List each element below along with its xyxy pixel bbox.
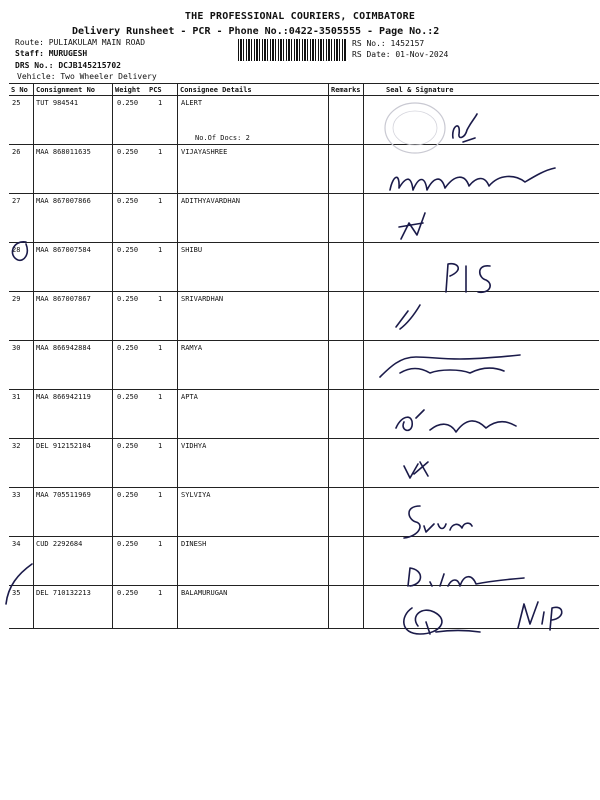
row-consignee: DINESH (181, 540, 207, 548)
row-weight: 0.250 (117, 442, 139, 450)
row-consignee: ADITHYAVARDHAN (181, 197, 241, 205)
col-line-3 (177, 83, 178, 628)
signature-image (445, 108, 485, 148)
row-sno: 29 (12, 295, 21, 303)
row-weight: 0.250 (117, 295, 139, 303)
row-consignee: RAMYA (181, 344, 203, 352)
row-consignment: MAA 705511969 (36, 491, 91, 499)
row-consignee: ALERT (181, 99, 203, 107)
signature-image (400, 560, 530, 595)
row-weight: 0.250 (117, 99, 139, 107)
staff-text: Staff: MURUGESH (15, 49, 88, 58)
row-pcs: 1 (158, 491, 163, 499)
row-consignment: MAA 867007867 (36, 295, 91, 303)
row-sno: 32 (12, 442, 21, 450)
row-divider (9, 291, 599, 292)
row-sno: 26 (12, 148, 21, 156)
row-weight: 0.250 (117, 197, 139, 205)
barcode-image (238, 39, 346, 61)
row-divider (9, 242, 599, 243)
row-consignee: SRIVARDHAN (181, 295, 224, 303)
rs-number: RS No.: 1452157 (352, 39, 425, 48)
signature-image (398, 448, 438, 488)
signature-image (395, 205, 435, 245)
row-sno: 34 (12, 540, 21, 548)
rs-date: RS Date: 01-Nov-2024 (352, 50, 449, 59)
signature-image (396, 598, 486, 642)
row-consignment: DEL 710132213 (36, 589, 91, 597)
row-consignment: DEL 912152104 (36, 442, 91, 450)
col-header-remarks: Remarks (331, 86, 361, 94)
signature-image (398, 500, 478, 545)
signature-image (390, 400, 530, 445)
signature-image (390, 295, 430, 335)
row-pcs: 1 (158, 246, 163, 254)
row-consignment: MAA 868011635 (36, 148, 91, 156)
row-pcs: 1 (158, 344, 163, 352)
row-consignment: MAA 867007584 (36, 246, 91, 254)
document-subtitle: Delivery Runsheet - PCR - Phone No.:0422-3505555 - Page No.:2 (72, 26, 440, 37)
row-pcs: 1 (158, 197, 163, 205)
row-weight: 0.250 (117, 393, 139, 401)
row-pcs: 1 (158, 589, 163, 597)
seal-stamp (380, 98, 450, 158)
row-divider (9, 340, 599, 341)
table-bottom-border (9, 628, 599, 629)
col-line-2 (112, 83, 113, 628)
row-weight: 0.250 (117, 246, 139, 254)
row-sno: 27 (12, 197, 21, 205)
row-pcs: 1 (158, 393, 163, 401)
row-consignment: MAA 867007866 (36, 197, 91, 205)
col-header-consignment: Consignment No (36, 86, 96, 94)
col-line-5 (363, 83, 364, 628)
row-consignment: CUD 2292684 (36, 540, 83, 548)
row-divider (9, 487, 599, 488)
col-header-consignee: Consignee Details (180, 86, 252, 94)
row-pcs: 1 (158, 99, 163, 107)
row-consignee: VIDHYA (181, 442, 207, 450)
col-header-weight: Weight (115, 86, 141, 94)
row-weight: 0.250 (117, 148, 139, 156)
col-header-pcs: PCS (149, 86, 162, 94)
row-note: No.Of Docs: 2 (195, 134, 250, 142)
row-weight: 0.250 (117, 491, 139, 499)
signature-image (440, 258, 500, 298)
row-consignee: APTA (181, 393, 198, 401)
row-weight: 0.250 (117, 589, 139, 597)
row-sno: 30 (12, 344, 21, 352)
row-divider (9, 536, 599, 537)
row-consignee: BALAMURUGAN (181, 589, 228, 597)
row-weight: 0.250 (117, 540, 139, 548)
row-sno: 33 (12, 491, 21, 499)
signature-image (512, 594, 572, 634)
row-sno: 28 (12, 246, 21, 254)
row-consignee: SYLVIYA (181, 491, 211, 499)
margin-mark (2, 560, 38, 610)
row-pcs: 1 (158, 148, 163, 156)
col-line-1 (33, 83, 34, 628)
row-pcs: 1 (158, 295, 163, 303)
col-header-sno: S No (11, 86, 28, 94)
col-line-4 (328, 83, 329, 628)
route-text: Route: PULIAKULAM MAIN ROAD (15, 38, 146, 47)
row-pcs: 1 (158, 442, 163, 450)
row-divider (9, 144, 599, 145)
row-consignee: VIJAYASHREE (181, 148, 228, 156)
drs-number: DRS No.: DCJB145215702 (15, 61, 121, 70)
signature-image (385, 160, 565, 200)
row-consignment: TUT 984541 (36, 99, 79, 107)
row-sno: 25 (12, 99, 21, 107)
signature-image (370, 345, 530, 385)
col-header-seal: Seal & Signature (386, 86, 454, 94)
document-title: THE PROFESSIONAL COURIERS, COIMBATORE (184, 11, 416, 22)
row-weight: 0.250 (117, 344, 139, 352)
margin-mark (4, 236, 34, 266)
row-consignment: MAA 866942884 (36, 344, 91, 352)
row-sno: 35 (12, 589, 21, 597)
vehicle-text: Vehicle: Two Wheeler Delivery (17, 72, 157, 81)
table-header-divider (9, 95, 599, 96)
row-consignment: MAA 866942119 (36, 393, 91, 401)
row-divider (9, 389, 599, 390)
row-consignee: SHIBU (181, 246, 203, 254)
row-sno: 31 (12, 393, 21, 401)
row-pcs: 1 (158, 540, 163, 548)
table-top-border (9, 83, 599, 84)
